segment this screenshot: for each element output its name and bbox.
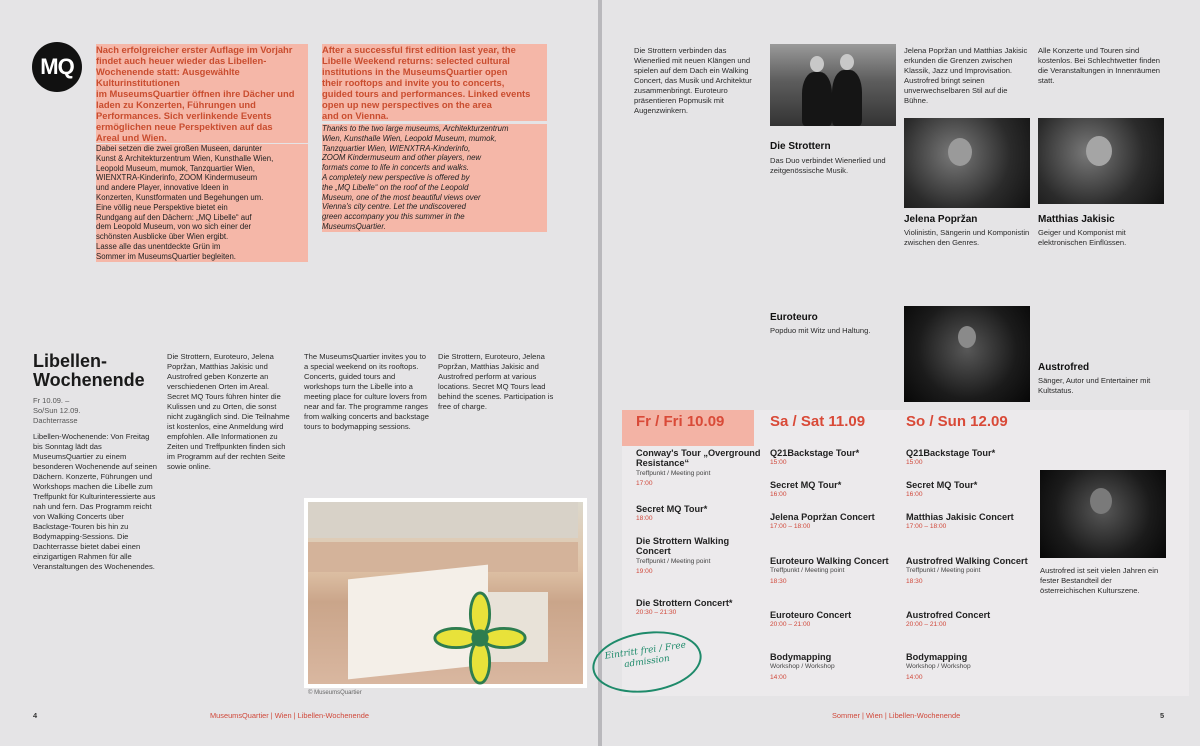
event-item: Euroteuro Walking Concert Treffpunkt / Meeting point 18:30	[770, 556, 889, 585]
artist-name-jakisic: Matthias Jakisic	[1038, 214, 1115, 225]
page-footer: MuseumsQuartier | Wien | Libellen-Wochenende	[210, 711, 369, 720]
day-heading-fri: Fr / Fri 10.09	[636, 413, 725, 430]
free-admission-stamp: Eintritt frei / Free admission	[588, 625, 705, 700]
intro-de: Nach erfolgreicher erster Auflage im Vorjahr findet auch heuer wieder das Libellen- Wochenende statt: Ausgewählte Kulturinstitutionen im MuseumsQuartier öffnen ihre Dächer und laden zu Konzerten, Führungen und Performances. Sich verlinkende Events ermöglichen neue Perspektiven auf das Areal und Wien.	[96, 44, 308, 143]
body-en: Thanks to the two large museums, Architekturzentrum Wien, Kunsthalle Wien, Leopold Museum, mumok, Tanzquartier Wien, WIENXTRA-Kinderinfo, ZOOM Kindermuseum and other players, new formats come to life in concerts and walks. A completely new perspective is offered by the „MQ Libelle“ on the roof of the Leopold Museum, one of the most beautiful views over Vienna's city centre. Let the undiscovered green accompany you this summer in the MuseumsQuartier.	[322, 124, 547, 232]
text-column-1: Libellen-Wochenende: Von Freitag bis Sonntag lädt das MuseumsQuartier zu einem besonderen Wochenende auf seinen Dächern. Konzerte, Führungen und Workshops machen die Libelle zum Treffpunkt für Kulturinteressierte aus nah und fern. Das Programm reicht von Walking Concerts über Backstage-Touren bis hin zu Bodymapping-Sessions. Die Dachterrasse bietet dabei einen einzigartigen Rahmen für alle Veranstaltungen des Wochenendes.	[33, 432, 157, 571]
austrofred-text: Austrofred ist seit vielen Jahren ein fester Bestandteil der österreichischen Kulturszene.	[1040, 566, 1159, 595]
photo-die-strottern	[770, 44, 896, 126]
artist-name-euroteuro: Euroteuro	[770, 312, 818, 323]
photo-austrofred	[1040, 470, 1166, 558]
artist-text-strottern: Das Duo verbindet Wienerlied und zeitgenössische Musik.	[770, 156, 886, 175]
intro-en: After a successful first edition last year, the Libelle Weekend returns: selected cultural institutions in the MuseumsQuartier open their rooftops and invite you to concerts, guided tours and performances. Linked events open up new perspectives on the area and on Vienna.	[322, 44, 547, 121]
left-page	[0, 0, 598, 746]
artist-name-strottern: Die Strottern	[770, 141, 831, 152]
text-column-3: The MuseumsQuartier invites you to a special weekend on its rooftops. Concerts, guided tours and workshops turn the Libelle into a meeting place for culture lovers from near and far. The programme ranges from walking concerts and backstage tours to bodymapping sessions.	[304, 352, 429, 431]
right-text-column-3: Alle Konzerte und Touren sind kostenlos. Bei Schlechtwetter finden die Veranstaltungen in Innenräumen statt.	[1038, 46, 1161, 85]
page-number: 4	[33, 711, 38, 720]
event-item: Austrofred Walking Concert Treffpunkt / Meeting point 18:30	[906, 556, 1028, 585]
day-heading-sat: Sa / Sat 11.09	[770, 413, 866, 430]
event-item: Austrofred Concert 20:00 – 21:00	[906, 610, 991, 629]
day-heading-sun: So / Sun 12.09	[906, 413, 1008, 430]
event-item: Jelena Popržan Concert 17:00 – 18:00	[770, 512, 875, 531]
event-item: Q21Backstage Tour* 15:00	[906, 448, 996, 467]
event-item: Bodymapping Workshop / Workshop 14:00	[906, 652, 971, 681]
right-text-column-1: Die Strottern verbinden das Wienerlied mit neuen Klängen und spielen auf dem Dach ein Walking Concert, das Musik und Architektur zusammenbringt. Euroteuro präsentieren Popmusik mit Augenzwinkern.	[634, 46, 752, 115]
event-item: Secret MQ Tour* 16:00	[770, 480, 842, 499]
photo-caption: © MuseumsQuartier	[308, 690, 362, 696]
text-column-2: Die Strottern, Euroteuro, Jelena Popržan, Matthias Jakisic und Austrofred geben Konzerte an verschiedenen Orten im Areal. Secret MQ Tours führen hinter die Kulissen und zu Orten, die sonst nicht zugänglich sind. Die Teilnahme ist kostenlos, eine Anmeldung wird empfohlen. Alle Informationen zu Zeiten und Treffpunkten finden sich im Programm auf der rechten Seite sowie online.	[167, 352, 290, 471]
event-item: Die Strottern Walking Concert Treffpunkt / Meeting point 19:00	[636, 536, 730, 576]
event-item: Bodymapping Workshop / Workshop 14:00	[770, 652, 835, 681]
artist-text-jakisic: Geiger und Komponist mit elektronischen Einflüssen.	[1038, 228, 1127, 247]
artist-text-poprzan: Violinistin, Sängerin und Komponistin zwischen den Genres.	[904, 228, 1030, 247]
artist-text-euroteuro: Popduo mit Witz und Haltung.	[770, 326, 871, 335]
page-number-right: 5	[1160, 711, 1165, 720]
page-footer-right: Sommer | Wien | Libellen-Wochenende	[832, 711, 961, 720]
artist-name-austrofred: Austrofred	[1038, 362, 1090, 373]
event-item: Matthias Jakisic Concert 17:00 – 18:00	[906, 512, 1014, 531]
event-item: Secret MQ Tour* 16:00	[906, 480, 978, 499]
section-title: Libellen- Wochenende	[33, 351, 145, 390]
event-item: Secret MQ Tour* 18:00	[636, 504, 708, 523]
event-item: Conway's Tour „Overground Resistance“ Treffpunkt / Meeting point 17:00	[636, 448, 761, 488]
photo-jelena-poprzan	[904, 118, 1030, 208]
text-column-4: Die Strottern, Euroteuro, Jelena Popržan, Matthias Jakisic and Austrofred perform at various locations. Secret MQ Tours lead behind the scenes. Participation is free of charge.	[438, 352, 554, 411]
mq-logo: MQ	[32, 42, 82, 92]
flower-illustration	[432, 590, 528, 686]
event-item: Euroteuro Concert 20:00 – 21:00	[770, 610, 852, 629]
right-text-column-2: Jelena Popržan und Matthias Jakisic erkunden die Grenzen zwischen Klassik, Jazz und Improvisation. Austrofred bringt seinen unverwechselbaren Stil auf die Bühne.	[904, 46, 1028, 105]
event-item: Q21Backstage Tour* 15:00	[770, 448, 860, 467]
event-item: Die Strottern Concert* 20:30 – 21:30	[636, 598, 733, 617]
event-meta: Fr 10.09. – So/Sun 12.09. Dachterrasse	[33, 396, 81, 425]
photo-violinist	[904, 306, 1030, 402]
body-de: Dabei setzen die zwei großen Museen, darunter Kunst & Architekturzentrum Wien, Kunsthalle Wien, Leopold Museum, mumok, Tanzquartier Wien, WIENXTRA-Kinderinfo, ZOOM Kindermuseum und andere Player, innovative Ideen in Konzerten, Kunstformaten und Begehungen um. Eine völlig neue Perspektive bietet ein Rundgang auf den Dächern: „MQ Libelle“ auf dem Leopold Museum, von wo sich einer der schönsten Ausblicke über Wien ergibt. Lasse alle das unentdeckte Grün im Sommer im MuseumsQuartier begleiten.	[96, 144, 308, 262]
photo-matthias-jakisic	[1038, 118, 1164, 204]
artist-text-austrofred: Sänger, Autor und Entertainer mit Kultstatus.	[1038, 376, 1151, 395]
artist-name-poprzan: Jelena Popržan	[904, 214, 978, 225]
